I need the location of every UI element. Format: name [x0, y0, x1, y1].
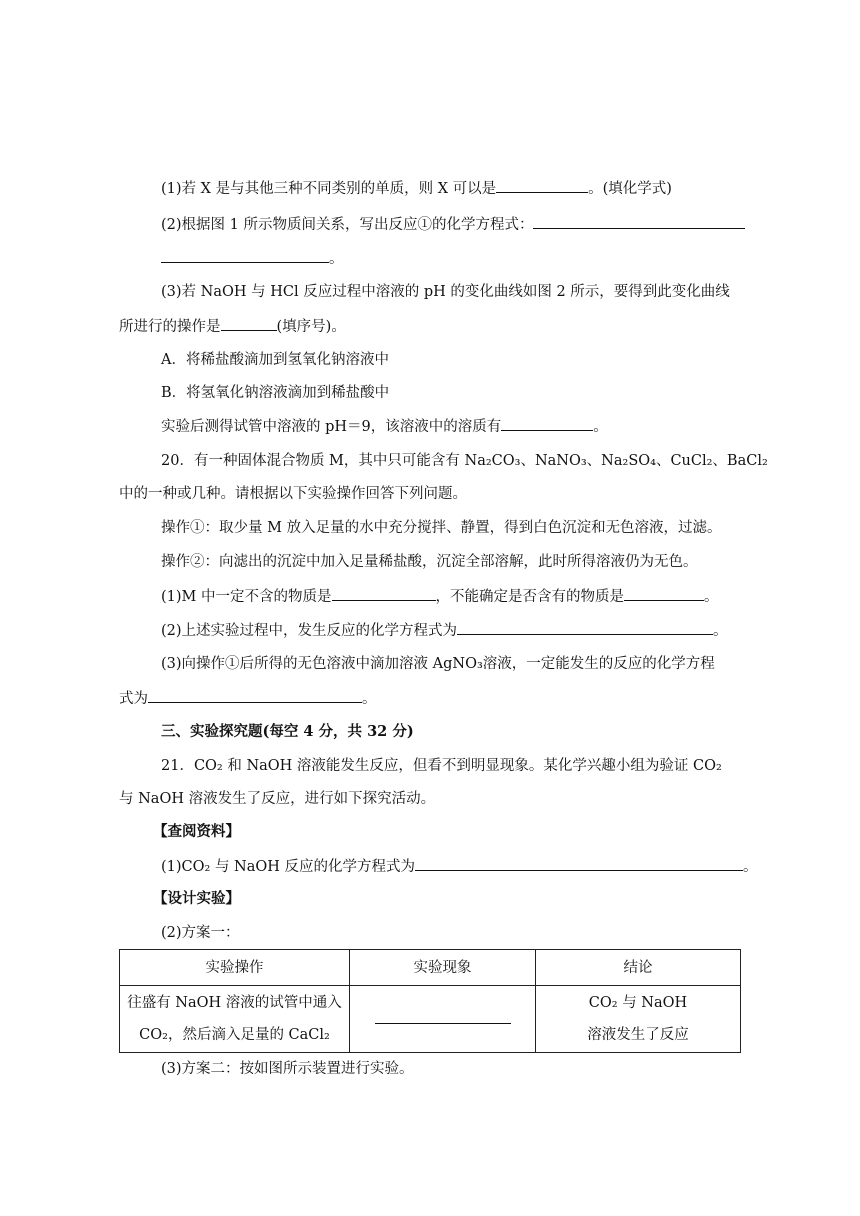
q20-part1	[161, 586, 719, 607]
q21-stem-text: 21．CO₂ 和 NaOH 溶液能发生反应，但看不到明显现象。某化学兴趣小组为验证 CO₂	[161, 758, 722, 774]
answer-blank[interactable]	[221, 316, 277, 331]
q19-part3-line2	[119, 316, 346, 337]
q21-part2-text: (2)方案一：	[161, 925, 240, 941]
answer-blank[interactable]	[332, 586, 436, 601]
q21-part1	[161, 856, 758, 877]
table-row	[120, 986, 741, 1053]
conclusion-line2: 溶液发生了反应	[587, 1027, 689, 1043]
answer-blank[interactable]	[161, 248, 329, 263]
q20-part3-line1	[161, 654, 715, 674]
q20-part3-line2	[119, 688, 377, 709]
q20-part3-text2: 式为	[119, 691, 148, 707]
q19-part1-suffix: 。(填化学式)	[588, 181, 672, 197]
operation-cell	[120, 986, 350, 1053]
option-b-text: B．将氢氧化钠溶液滴加到稀盐酸中	[161, 385, 390, 401]
q19-part1	[161, 178, 672, 199]
experiment-table	[119, 949, 741, 1053]
header-cell: 实验操作	[120, 950, 350, 986]
q20-part2	[161, 620, 728, 641]
q20-stem-line2	[119, 484, 467, 504]
q21-part3	[161, 1059, 414, 1079]
q20-part2-text: (2)上述实验过程中，发生反应的化学方程式为	[161, 623, 458, 639]
q20-operation2	[161, 552, 698, 572]
q19-part1-text: (1)若 X 是与其他三种不同类别的单质，则 X 可以是	[161, 181, 497, 197]
q21-part1-text: (1)CO₂ 与 NaOH 反应的化学方程式为	[161, 859, 416, 875]
q19-option-b	[161, 383, 389, 403]
answer-blank[interactable]	[457, 620, 713, 635]
q20-stem-line1	[161, 451, 768, 471]
q20-part1-text: (1)M 中一定不含的物质是	[161, 589, 332, 605]
q21-stem-text2: 与 NaOH 溶液发生了反应，进行如下探究活动。	[119, 791, 436, 807]
answer-blank[interactable]	[415, 856, 743, 871]
q20-part3-text: (3)向操作①后所得的无色溶液中滴加溶液 AgNO₃溶液，一定能发生的反应的化学方程	[161, 656, 715, 672]
option-a-text: A．将稀盐酸滴加到氢氧化钠溶液中	[161, 352, 389, 368]
q19-part4-text: 实验后测得试管中溶液的 pH＝9，该溶液中的溶质有	[161, 419, 502, 435]
table-header-row	[120, 950, 741, 986]
operation2-text: 操作②：向滤出的沉淀中加入足量稀盐酸，沉淀全部溶解，此时所得溶液仍为无色。	[161, 554, 698, 570]
answer-blank[interactable]	[496, 178, 588, 193]
answer-blank[interactable]	[533, 214, 745, 229]
q19-part3-line1	[161, 282, 730, 302]
q20-stem-text2: 中的一种或几种。请根据以下实验操作回答下列问题。	[119, 486, 467, 502]
operation-line1: 往盛有 NaOH 溶液的试管中通入	[127, 995, 342, 1011]
q19-part4-suffix: 。	[593, 419, 608, 435]
q19-part2-cont	[161, 248, 344, 269]
answer-blank[interactable]	[624, 586, 704, 601]
phenomenon-cell	[350, 986, 536, 1053]
q19-part2-suffix: 。	[329, 251, 344, 267]
conclusion-cell	[536, 986, 741, 1053]
q19-part4	[161, 416, 608, 437]
conclusion-line1: CO₂ 与 NaOH	[588, 995, 688, 1011]
q21-part2	[161, 923, 240, 943]
q19-part3-text: (3)若 NaOH 与 HCl 反应过程中溶液的 pH 的变化曲线如图 2 所示，要得到此变化曲线	[161, 284, 730, 300]
answer-blank[interactable]	[148, 688, 362, 703]
q20-part3-suffix: 。	[362, 691, 377, 707]
q20-operation1	[161, 518, 722, 538]
q20-part1-mid: ，不能确定是否含有的物质是	[435, 589, 624, 605]
q19-option-a	[161, 350, 389, 370]
q20-part2-suffix: 。	[713, 623, 728, 639]
q20-part1-suffix: 。	[704, 589, 719, 605]
section-heading-text: 三、实验探究题(每空 4 分，共 32 分)	[161, 723, 414, 740]
q20-stem-text: 20．有一种固体混合物质 M，其中只可能含有 Na₂CO₃、NaNO₃、Na₂SO₄、CuCl₂、BaCl₂	[161, 453, 768, 469]
header-cell: 实验现象	[350, 950, 536, 986]
operation-line2: CO₂，然后滴入足量的 CaCl₂	[139, 1027, 330, 1043]
q19-part3-suffix: (填序号)。	[276, 319, 346, 335]
q21-part1-suffix: 。	[743, 859, 758, 875]
section-heading	[161, 722, 414, 742]
answer-blank[interactable]	[501, 416, 593, 431]
design-heading-text: 【设计实验】	[153, 890, 240, 907]
design-heading	[153, 889, 240, 909]
q21-part3-text: (3)方案二：按如图所示装置进行实验。	[161, 1061, 414, 1077]
answer-blank[interactable]	[375, 1009, 511, 1024]
q19-part2-text: (2)根据图 1 所示物质间关系，写出反应①的化学方程式：	[161, 217, 534, 233]
operation1-text: 操作①：取少量 M 放入足量的水中充分搅拌、静置，得到白色沉淀和无色溶液，过滤。	[161, 520, 722, 536]
reference-heading	[153, 822, 240, 842]
q21-stem-line2	[119, 789, 435, 809]
q21-stem-line1	[161, 756, 722, 776]
q19-part3-text2: 所进行的操作是	[119, 319, 221, 335]
q19-part2	[161, 214, 745, 235]
header-cell: 结论	[536, 950, 741, 986]
reference-heading-text: 【查阅资料】	[153, 823, 240, 840]
